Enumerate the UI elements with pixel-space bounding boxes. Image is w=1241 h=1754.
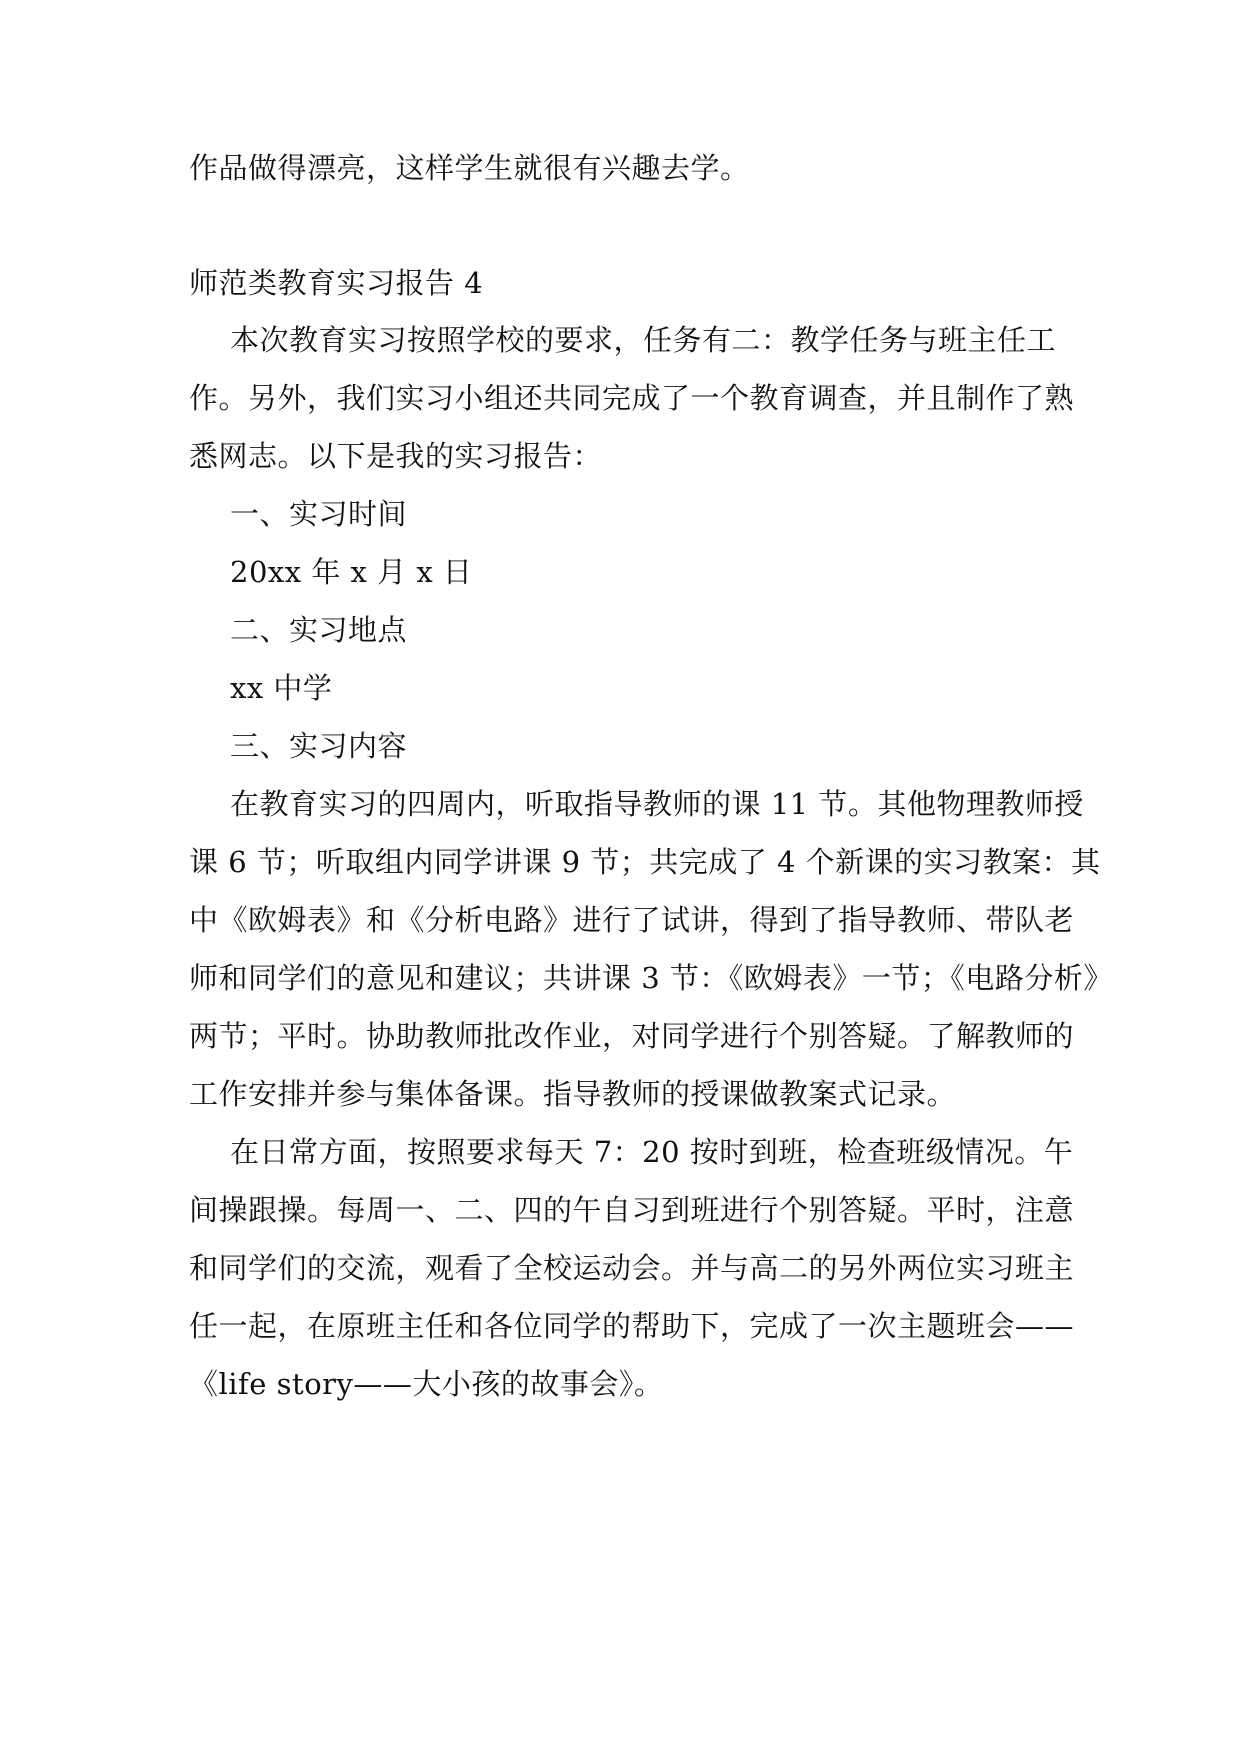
paragraph-line: 任一起，在原班主任和各位同学的帮助下，完成了一次主题班会—— bbox=[189, 1309, 1075, 1343]
heading-content: 三、实习内容 bbox=[230, 729, 408, 763]
time-value: 20xx 年 x 月 x 日 bbox=[230, 555, 473, 589]
paragraph-line: 作品做得漂亮，这样学生就很有兴趣去学。 bbox=[189, 151, 750, 185]
paragraph-line: 间操跟操。每周一、二、四的午自习到班进行个别答疑。平时，注意 bbox=[189, 1193, 1075, 1227]
paragraph-line: 悉网志。以下是我的实习报告： bbox=[189, 439, 603, 473]
paragraph-line: 在日常方面，按照要求每天 7：20 按时到班，检查班级情况。午 bbox=[230, 1135, 1074, 1169]
paragraph-line: 在教育实习的四周内，听取指导教师的课 11 节。其他物理教师授 bbox=[230, 787, 1084, 821]
paragraph-line: 课 6 节；听取组内同学讲课 9 节；共完成了 4 个新课的实习教案：其 bbox=[189, 845, 1101, 879]
paragraph-line: 和同学们的交流，观看了全校运动会。并与高二的另外两位实习班主 bbox=[189, 1251, 1075, 1285]
place-value: xx 中学 bbox=[230, 671, 333, 705]
paragraph-line: 工作安排并参与集体备课。指导教师的授课做教案式记录。 bbox=[189, 1077, 957, 1111]
paragraph-line: 两节；平时。协助教师批改作业，对同学进行个别答疑。了解教师的 bbox=[189, 1019, 1075, 1053]
paragraph-line: 作。另外，我们实习小组还共同完成了一个教育调查，并且制作了熟 bbox=[189, 381, 1075, 415]
heading-time: 一、实习时间 bbox=[230, 497, 408, 531]
paragraph-line: 《life story——大小孩的故事会》。 bbox=[189, 1367, 664, 1401]
paragraph-line: 师和同学们的意见和建议；共讲课 3 节：《欧姆表》一节；《电路分析》 bbox=[189, 961, 1113, 995]
paragraph-line: 本次教育实习按照学校的要求，任务有二：教学任务与班主任工 bbox=[230, 323, 1057, 357]
heading-place: 二、实习地点 bbox=[230, 613, 408, 647]
section-title: 师范类教育实习报告 4 bbox=[189, 266, 484, 300]
paragraph-line: 中《欧姆表》和《分析电路》进行了试讲，得到了指导教师、带队老 bbox=[189, 903, 1075, 937]
